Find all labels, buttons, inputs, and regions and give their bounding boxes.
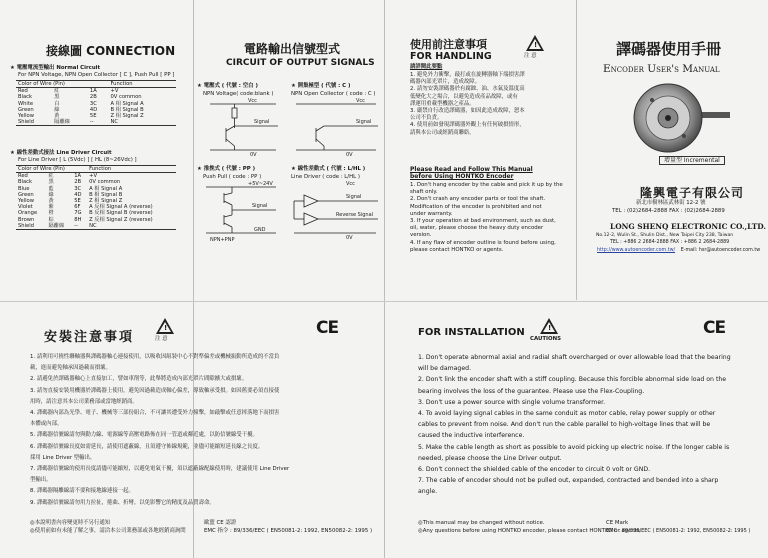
connection-title: 接線圖 CONNECTION <box>46 44 176 58</box>
col-header-function: Function <box>108 81 176 88</box>
handling-read-en: Please Read and Follow This Manual <box>410 166 533 173</box>
line-driver-circuit-label: ★ 線性差動式 ( 代號 : L/HL ) <box>291 166 366 172</box>
table-row: Shield 隔離線 -- NC <box>18 119 118 126</box>
footer-note-en-2: ◎Any questions before using HONTKO encoder, please contact HONTKO or agents. <box>418 528 642 534</box>
footer-note-cn-1: ◎本說明書內容變更時不另行通知 <box>30 520 111 526</box>
company-tel-en: TEL : +886 2 2684-2888 FAX : +886 2 2684-2889 <box>610 240 730 245</box>
normal-circuit-sub: For NPN Voltage, NPN Open Collector [ C ], Push Pull [ PP ] <box>18 72 175 78</box>
open-collector-sub: NPN Open Collector ( code : C ) <box>291 91 376 97</box>
handling-title-cn: 使用前注意事項 <box>410 38 487 51</box>
zero-v-label: 0V <box>346 152 353 158</box>
email-address[interactable]: E-mail: hsr@autoencoder.com.tw <box>680 248 761 253</box>
incremental-tag: 增量型 Incremental <box>659 156 725 165</box>
caution-label-cn: 注 意 <box>524 53 537 59</box>
vcc-label: Vcc <box>346 181 355 187</box>
handling-read-en2: before Using HONTKO Encoder <box>410 173 514 180</box>
table-row: Orange 橙 7G B 反相 Signal B (reverse) <box>18 210 153 217</box>
table-row: Blue 藍 3C A 相 Signal A <box>18 185 123 192</box>
caution-warning-icon: ! <box>526 35 544 51</box>
push-pull-label: ★ 推挽式 ( 代號 : PP ) <box>197 166 256 172</box>
fold-line <box>384 0 385 558</box>
circuit-title-en: CIRCUIT OF OUTPUT SIGNALS <box>226 58 375 68</box>
company-name-cn: 隆興電子有限公司 <box>640 186 745 200</box>
company-web-row <box>597 247 760 254</box>
zero-v-label: 0V <box>346 235 353 241</box>
table-row: Yellow 黃 5E Z 相 Signal Z <box>18 198 123 205</box>
table-row: White 白 3C A 相 Signal A <box>18 100 144 107</box>
signal-label: Signal <box>356 119 372 125</box>
line-driver-label: ★ 線性差動式接法 Line Driver Circuit <box>10 150 112 156</box>
col-header-function: Function <box>87 166 176 173</box>
circuit-title-cn: 電路輸出信號型式 <box>244 42 341 56</box>
install-items-en: 1. Don't operate abnormal axial and radial shaft overcharged or over allowable load that the bearing will be damaged. 2. Don't link the encoder shaft with a stiff coupling. Because this forcible abnormal side load on the bearing involves the loss of the guarantee. Please use the Flex-Coupling. 3. Don't use a power source with single volume transformer. 4. To avoid laying signal cables in the same conduit as motor cable, relay power supply or other cables to prevent from noise. And don't run the cable parallel to high-voltage lines that will be caused the inductive interference. 5. Make the cable length as short as possible to avoid picking up electric noise. If the longer cable is needed, please choose the Line Driver output. 6. Don't connect the shielded cable of the encoder to circuit 0 volt or GND. 7. The cable of encoder should not be pulled out, expanded, contracted and bended into a sharp angle. <box>418 354 731 496</box>
table-row: Violet 紫 6F A 反相 Signal A (reverse) <box>18 204 153 211</box>
push-pull-sub: Push Pull ( code : PP ) <box>203 174 262 180</box>
signal-label: Signal <box>252 203 268 209</box>
open-collector-label: ★ 開集極型 ( 代號 : C ) <box>291 83 351 89</box>
line-wire-table <box>16 165 176 230</box>
handling-read-cn: 請詳閱此要點 <box>410 64 443 70</box>
vcc-label: Vcc <box>248 98 257 104</box>
install-title-en: FOR INSTALLATION <box>418 327 525 338</box>
ce-mark-icon: CE <box>703 318 726 338</box>
manual-title-en: Encoder User's Manual <box>603 63 720 75</box>
emc-directive-en: EMC : 89/336/EEC ( EN50081-2: 1992, EN50082-2: 1995 ) <box>606 528 751 534</box>
zero-v-label: 0V <box>250 152 257 158</box>
normal-circuit-label: ★ 電壓電流型輸出 Normal Circuit <box>10 65 101 71</box>
line-driver-sub: For Line Driver [ L (5Vdc) ] [ HL (8~26Vdc) ] <box>18 157 137 163</box>
line-driver-circuit-sub: Line Driver ( code : L/HL ) <box>291 174 361 180</box>
install-items-cn: 1. 請利用可撓性聯軸器與譯碼器軸心連接使用，以吸收因組裝中心不對準偏差或機械振動所造成的不當負 載，進而避免軸承因過載而損壞。 2. 請避免於譯碼器軸心上直接加工，譬如車削等，此舉將造成內部光罩片間隙擴大或損壞。 3. 請勿直接安裝用機器於譯碼器上使用，避免因過載造成軸心偏差，導致軸承受損。如因舊要必須直接使 用時，請注意其本公司業務部或當地經銷商。 4. 譯碼器內部為光學、電子、機械等三部份組合，不可讓其遭受外力撞擊，如敲擊或任意摔落地下而損害 本體或內部。 5. 譯碼器信號線請勿與動力線、電源線等高壓電路佈在同一管道或鄰近處，以防信號線受干擾。 6. 譯碼器信號線長度如需延長，請使用遮蔽線，且須遵守佈線規範，並儘可能縮短延長線之長度。 採用 Line Driver 型輸出。 7. 譯碼器信號線的使用長度請儘可能縮短，以避免電氣干擾，須以遮蔽線配線使用時，建議使用 Line Driver 型輸出。 8. 譯碼器隔離線請不要和接地線連接一起。 9. 譯碼器信號線請勿用力拉扯，捲曲、折彎。以免影響它的精度及品質壽命。 <box>30 354 290 506</box>
signal-label: Signal <box>254 119 270 125</box>
manual-title-cn: 譯碼器使用手冊 <box>616 40 722 58</box>
handling-items-cn: 1. 避免外力衝擊，敲打或在旋轉器軸下端損害譯 碼器內部光罩片，造成故障。 2. 請勿安裝譯碼器於有腐蝕、油、水氣及溫度高 低變化大之場合，以避免造成產品故障，或有 譯運用重載型機器之產品。 3. 嚴禁自行改造譯碼器，如因此造成故障，恕本 公司不負責。 4. 使用前如發現譯碼器外觀上有任何破損情形， 請與本公司或經銷商聯絡。 <box>410 72 525 136</box>
col-header-wire: Color of Wire (Pin) <box>16 166 87 173</box>
table-row: Shield 隔離線 -- NC <box>18 222 97 229</box>
encoder-image <box>618 78 738 158</box>
table-row: Yellow 黃 5E Z 相 Signal Z <box>18 113 144 120</box>
table-row: Red 紅 1A +V <box>18 88 119 95</box>
emc-directive-cn: EMC 指令 : 89/336/EEC ( EN50081-2: 1992, EN50082-2: 1995 ) <box>204 528 373 534</box>
vcc-label: Vcc <box>356 98 365 104</box>
ce-mark-label-en: CE Mark <box>606 520 629 526</box>
npn-pnp-label: NPN+PNP <box>210 237 235 243</box>
footer-note-cn-2: ◎使用前如有未能了解之事，請洽本公司業務部或各地經銷商詢問 <box>30 528 186 534</box>
company-address-cn: 新北市樹林區武林街 12-2 號 <box>636 200 706 206</box>
cautions-label: CAUTIONS <box>530 336 561 342</box>
normal-wire-table <box>16 80 176 126</box>
handling-items-en: 1. Don't hang encoder by the cable and pick it up by the shaft only. 2. Don't crash any encoder parts or tool the shaft. Modification of the encoder is prohibited and not under warranty. 3. If your operation at bad environment, such as dust, oil, water, please choose the heavy duty encoder version. 4. If any flaw of encoder outline is found before using, please contact HONTKO or agents. <box>410 182 563 253</box>
fold-line-horizontal <box>0 301 768 302</box>
fold-line <box>576 0 577 300</box>
gnd-label: GND <box>254 227 266 233</box>
table-row: Red 紅 1A +V <box>18 173 97 180</box>
website-link[interactable]: http://www.autoencoder.com.tw/ <box>597 248 676 253</box>
col-header-wire: Color of Wire (Pin) <box>16 81 108 88</box>
hl-volt-label: +5V~24V <box>248 181 273 187</box>
handling-title-en: FOR HANDLING <box>410 51 492 62</box>
company-name-en: LONG SHENQ ELECTRONIC CO.,LTD. <box>610 222 766 231</box>
caution-warning-icon: ! <box>156 318 174 334</box>
signal-label: Signal <box>346 194 362 200</box>
caution-warning-icon: ! <box>540 318 558 334</box>
table-row: Brown 棕 8H Z 反相 Signal Z (reverse) <box>18 216 153 223</box>
company-address-en: No.12-2, Wulin St., Shulin Dist., New Taipei City 238, Taiwan <box>596 233 734 238</box>
voltage-label: ★ 電壓式 ( 代號 : 空白 ) <box>197 83 258 89</box>
reverse-signal-label: Reverse Signal <box>336 212 374 218</box>
output-circuit-diagrams-bottom <box>196 181 382 243</box>
table-row: Black 黑 2B 0V common <box>18 94 142 101</box>
table-row: Green 綠 4D B 相 Signal B <box>18 191 123 198</box>
table-row: Green 綠 4D B 相 Signal B <box>18 106 144 113</box>
voltage-sub: NPN Voltage( code:blank ) <box>203 91 274 97</box>
install-title-cn: 安裝注意事項 <box>44 330 135 345</box>
footer-note-en-1: ◎This manual may be changed without notice. <box>418 520 545 526</box>
caution-label-cn: 注 意 <box>155 336 168 342</box>
ce-mark-icon: CE <box>316 318 339 338</box>
company-tel-cn: TEL : (02)2684-2888 FAX : (02)2684-2889 <box>612 208 725 214</box>
output-circuit-diagrams-top <box>196 98 382 158</box>
ce-mark-label-cn: 歐盟 CE 認證 <box>204 520 237 526</box>
table-row: Black 黑 2B 0V common <box>18 179 121 186</box>
